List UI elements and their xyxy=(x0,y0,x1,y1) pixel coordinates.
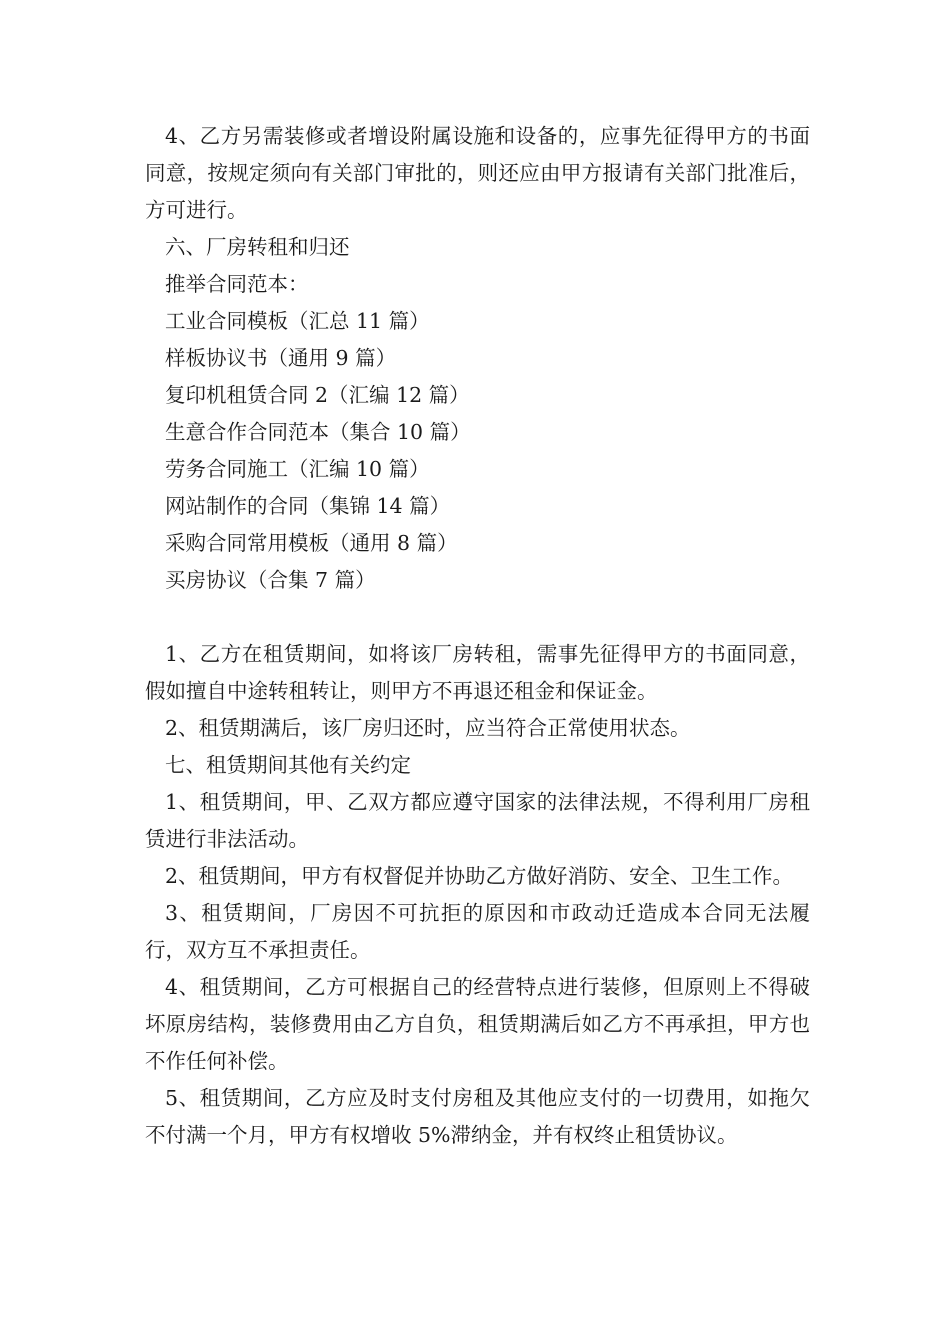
recommend-item[interactable]: 工业合同模板（汇总 11 篇） xyxy=(165,309,430,333)
section-7-clause-2: 2、租赁期间，甲方有权督促并协助乙方做好消防、安全、卫生工作。 xyxy=(165,864,794,888)
recommend-item[interactable]: 复印机租赁合同 2（汇编 12 篇） xyxy=(165,383,470,407)
document-body xyxy=(145,118,810,1154)
section-7-clause-4: 4、租赁期间，乙方可根据自己的经营特点进行装修，但原则上不得破坏原房结构，装修费用由乙方自负，租赁期满后如乙方不再承担，甲方也不作任何补偿。 xyxy=(145,975,810,1073)
section-7-clause-1: 1、租赁期间，甲、乙双方都应遵守国家的法律法规，不得利用厂房租赁进行非法活动。 xyxy=(145,790,810,851)
section-7-heading: 七、租赁期间其他有关约定 xyxy=(165,753,411,777)
section-7-clause-5: 5、租赁期间，乙方应及时支付房租及其他应支付的一切费用，如拖欠不付满一个月，甲方有权增收 5%滞纳金，并有权终止租赁协议。 xyxy=(145,1086,810,1147)
recommend-item[interactable]: 劳务合同施工（汇编 10 篇） xyxy=(165,457,430,481)
paragraph-gap xyxy=(145,599,810,636)
recommend-item[interactable]: 生意合作合同范本（集合 10 篇） xyxy=(165,420,471,444)
recommend-item[interactable]: 样板协议书（通用 9 篇） xyxy=(165,346,397,370)
recommend-label: 推举合同范本： xyxy=(165,272,309,296)
recommend-item[interactable]: 网站制作的合同（集锦 14 篇） xyxy=(165,494,451,518)
recommend-list xyxy=(145,303,810,599)
clause-4-decoration: 4、乙方另需装修或者增设附属设施和设备的，应事先征得甲方的书面同意，按规定须向有关部门审批的，则还应由甲方报请有关部门批准后，方可进行。 xyxy=(145,124,810,222)
recommend-item[interactable]: 买房协议（合集 7 篇） xyxy=(165,568,376,592)
section-6-heading: 六、厂房转租和归还 xyxy=(165,235,350,259)
section-7-clause-3: 3、租赁期间，厂房因不可抗拒的原因和市政动迁造成本合同无法履行，双方互不承担责任。 xyxy=(145,901,810,962)
section-6-clause-2: 2、租赁期满后，该厂房归还时，应当符合正常使用状态。 xyxy=(165,716,691,740)
recommend-item[interactable]: 采购合同常用模板（通用 8 篇） xyxy=(165,531,458,555)
section-6-clause-1: 1、乙方在租赁期间，如将该厂房转租，需事先征得甲方的书面同意，假如擅自中途转租转让，则甲方不再退还租金和保证金。 xyxy=(145,642,810,703)
